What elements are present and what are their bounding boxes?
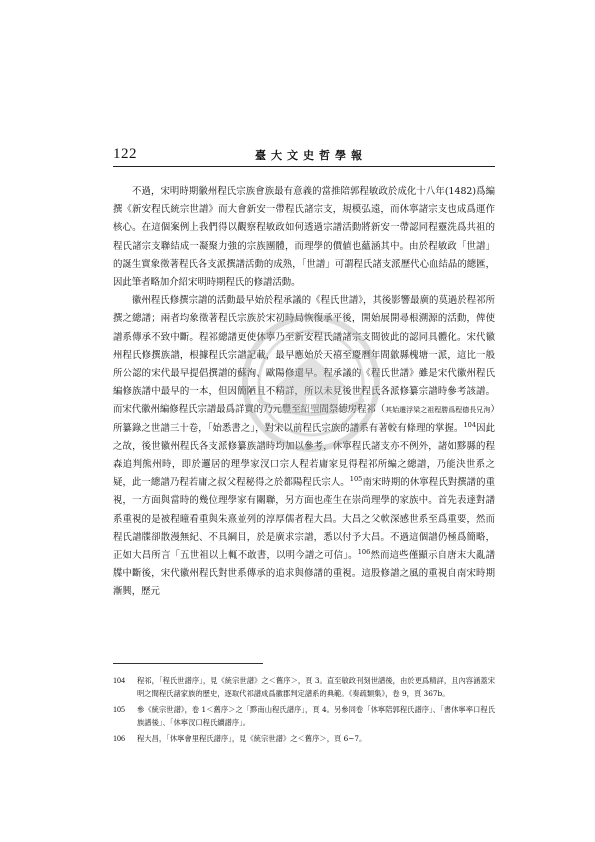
footnote bbox=[113, 704, 495, 729]
footnote-number: 104 bbox=[113, 676, 125, 685]
body-paragraph bbox=[113, 183, 495, 292]
paragraph-text: 徽州程氏修撰宗譜的活動最早始於程承議的《程氏世譜》，其後影響最廣的莫過於程祁所撰之總譜；兩者均象徵著程氏宗族於宋初時局恢復承平後，開始展開尋根溯源的活動，俾使譜系傳承不致中斷。程祁總譜更使休寧乃至新安程氏譜諸宗支間彼此的認同具體化。宋代徽州程氏修撰族譜，根據程氏宗譜記載，最早應始於天禧至慶曆年間歙縣槐塘一派，這比一般所公認的宋代最早提倡撰譜的蘇洵、歐陽修還早。程承議的《程氏世譜》雖是宋代徽州程氏編修族譜中最早的一本，但因簡陋且不精詳，所以未見後世程氏各派修纂宗譜時參考該譜。而宋代徽州編修程氏宗譜最爲詳實的乃元豐至紹聖間祭德房程祁（ bbox=[113, 295, 495, 416]
footnote-reference: 104 bbox=[463, 420, 477, 429]
paragraph-text: 南宋時期的休寧程氏對撰譜的重視，一方面與當時的幾位理學家有關聯，另方面也產生在崇尚理學的家族中。首先表達對譜系重視的是被程曈看重與朱熹並列的淳厚儒者程大昌。大昌之父軟深感世系至爲重要，然而程氏譜牒卻散漫無紀、不具綱目，於是廣求宗譜，悉以付予大昌。不過這個譜仍極爲簡略，正如大昌所言「五世祖以上輒不敢書，以明今譜之可信」。 bbox=[113, 477, 495, 562]
paragraph-text: 然而這些僅顯示自唐末大亂譜牒中斷後，宋代徽州程氏對世系傳承的追求與修譜的重視。這股修譜之風的重視自南宋時期漸興，歷元 bbox=[113, 550, 495, 598]
body-paragraph bbox=[113, 292, 495, 601]
footnote-text: 參《統宗世譜》，卷 1＜舊序＞之「黟南山程氏譜序」，頁 4。另參同卷「休寧陪郭程氏譜序」、「書休寧率口程氏族譜後」、「休寧汊口程氏續譜序」。 bbox=[137, 705, 495, 727]
footnotes bbox=[113, 675, 495, 750]
footnote-reference: 106 bbox=[357, 547, 371, 556]
inline-note: 其始遷浮梁之祖程勝爲程德長兄洵 bbox=[385, 406, 491, 415]
paragraph-text: 因此之故，後世徽州程氏各支派修纂族譜時均加以參考，休寧程氏諸支亦不例外，諸如黟縣的程森追判熊州時，即於邏居的理學家汊口宗人程若庸家見得程祁所編之總譜，乃能決世系之疑，此一總譜乃程若庸之叔父程秘得之於都陽程氏宗人。 bbox=[113, 422, 495, 489]
footnote-text: 程祁，「程氏世譜序」，見《統宗世譜》之＜舊序＞，頁 3。直至敏政刊刻世譜後，由於更爲精詳，且內容涵蓋宋明之間程氏諸家族的歷史，逐取代祁譜成爲徽郡判定譜系的典範。《奏疏類集》，卷 9，頁 367b。 bbox=[137, 676, 495, 698]
journal-title: 臺大文史哲學報 bbox=[255, 149, 367, 162]
footnote-number: 105 bbox=[113, 705, 125, 715]
header-rule bbox=[113, 166, 495, 167]
footnote-rule bbox=[113, 663, 263, 664]
footnote-number: 106 bbox=[113, 734, 125, 744]
footnote bbox=[113, 733, 495, 746]
page-number: 122 bbox=[113, 146, 137, 162]
footnote-reference: 105 bbox=[349, 475, 363, 484]
footnote bbox=[113, 675, 495, 700]
body-text bbox=[113, 183, 495, 602]
paragraph-text: ）所纂錄之世譜三十卷，「始悉書之」，對宋以前程氏宗族的譜系有著較有條理的掌握。 bbox=[113, 404, 495, 434]
running-head bbox=[113, 146, 495, 168]
paragraph-text: 不過，宋明時期徽州程氏宗族會族最有意義的當推陪郭程敏政於成化十八年(1482)爲編撰《新安程氏統宗世譜》而大會新安一帶程氏諸宗支，規模弘遠，而休寧諸宗支也成爲運作核心。在這個案例上我們得以觀察程敏政如何透過宗譜活動將新安一帶認同程靈洗爲共祖的程氏諸宗支聯結成一凝聚力強的宗族團體，而理學的價値也蘊涵其中。由於程敏政「世譜」的誕生實象徵著程氏各支派撰譜活動的成熟，「世譜」可謂程氏諸支派歷代心血結晶的總匯，因此筆者略加介紹宋明時期程氏的修譜活動。 bbox=[113, 186, 495, 289]
footnote-text: 程大昌，「休寧會里程氏譜序」，見《統宗世譜》之＜舊序＞，頁 6~7。 bbox=[137, 734, 367, 744]
